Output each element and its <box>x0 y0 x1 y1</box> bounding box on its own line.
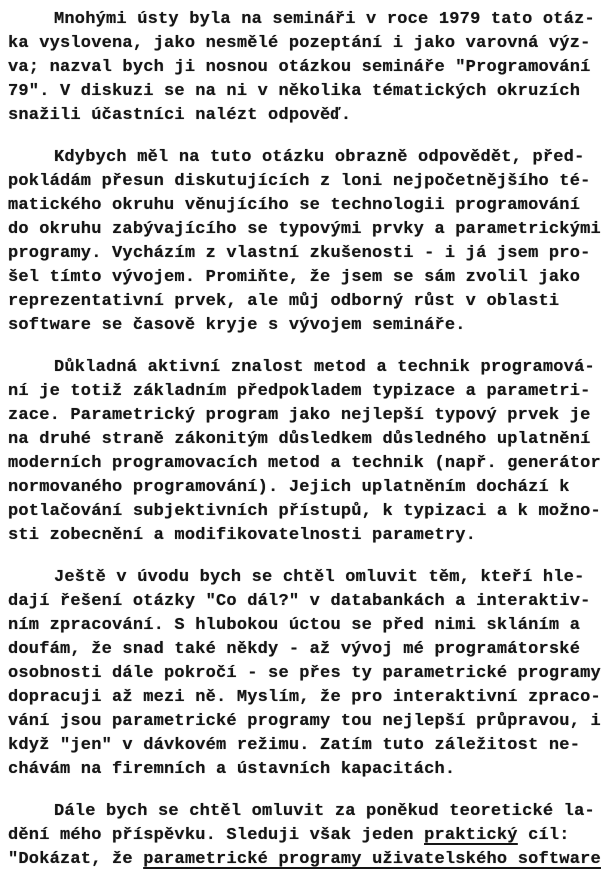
text-segment: snažili účastníci nalézt odpověď. <box>8 106 352 125</box>
text-line <box>8 614 605 638</box>
text-line <box>8 686 605 710</box>
text-line <box>8 80 605 104</box>
text-segment: sti zobecnění a modifikovatelnosti parametry. <box>8 526 477 545</box>
text-segment: když "jen" v dávkovém režimu. Zatím tuto záležitost ne- <box>8 736 581 755</box>
text-segment: osobnosti dále pokročí - se přes ty parametrické programy <box>8 664 601 683</box>
text-segment: Mnohými ústy byla na semináři v roce 1979 tato otáz- <box>54 10 595 29</box>
text-segment: dění mého příspěvku. Sleduji však jeden <box>8 826 425 845</box>
text-line <box>8 8 605 32</box>
text-segment: software se časově kryje s vývojem semináře. <box>8 316 466 335</box>
text-segment: Ještě v úvodu bych se chtěl omluvit těm, kteří hle- <box>54 568 585 587</box>
text-segment: do okruhu zabývajícího se typovými prvky a parametrickými <box>8 220 601 239</box>
paragraph <box>8 146 605 338</box>
text-segment: ní je totiž základním předpokladem typizace a parametri- <box>8 382 591 401</box>
text-line <box>8 314 605 338</box>
text-line <box>8 428 605 452</box>
text-line <box>8 524 605 548</box>
document-text <box>8 8 605 872</box>
text-line <box>8 170 605 194</box>
text-line <box>8 242 605 266</box>
text-segment: šel tímto vývojem. Promiňte, že jsem se sám zvolil jako <box>8 268 581 287</box>
text-segment: zace. Parametrický program jako nejlepší typový prvek je <box>8 406 591 425</box>
text-segment: dají řešení otázky "Co dál?" v databankách a interaktiv- <box>8 592 591 611</box>
text-segment: va; nazval bych ji nosnou otázkou semináře "Programování <box>8 58 591 77</box>
text-segment: Důkladná aktivní znalost metod a technik programová- <box>54 358 595 377</box>
text-line <box>8 356 605 380</box>
text-line <box>8 848 605 872</box>
text-segment: moderních programovacích metod a technik (např. generátor <box>8 454 601 473</box>
underlined-text-segment: praktický <box>424 826 518 845</box>
paragraph <box>8 566 605 782</box>
text-segment: na druhé straně zákonitým důsledkem důsledného uplatnění <box>8 430 591 449</box>
text-line <box>8 800 605 824</box>
text-line <box>8 476 605 500</box>
text-line <box>8 218 605 242</box>
text-segment: doufám, že snad také někdy - až vývoj mé programátorské <box>8 640 581 659</box>
text-segment: Dále bych se chtěl omluvit za poněkud teoretické la- <box>54 802 595 821</box>
text-line <box>8 500 605 524</box>
text-line <box>8 56 605 80</box>
text-line <box>8 590 605 614</box>
text-segment: vání jsou parametrické programy tou nejlepší průpravou, i <box>8 712 601 731</box>
text-line <box>8 404 605 428</box>
text-line <box>8 452 605 476</box>
text-line <box>8 824 605 848</box>
text-line <box>8 710 605 734</box>
underlined-text-segment: parametrické programy uživatelského software <box>143 850 601 869</box>
paragraph <box>8 8 605 128</box>
text-segment: ka vyslovena, jako nesmělé pozeptání i jako varovná výz- <box>8 34 591 53</box>
text-line <box>8 566 605 590</box>
text-line <box>8 146 605 170</box>
text-line <box>8 32 605 56</box>
text-segment: cíl: <box>517 826 570 845</box>
text-line <box>8 758 605 782</box>
text-segment: ním zpracování. S hlubokou úctou se před nimi skláním a <box>8 616 581 635</box>
text-segment: "Dokázat, že <box>8 850 144 869</box>
text-line <box>8 266 605 290</box>
text-line <box>8 290 605 314</box>
text-segment: 79". V diskuzi se na ni v několika tématických okruzích <box>8 82 581 101</box>
text-segment: pokládám přesun diskutujících z loni nejpočetnějšího té- <box>8 172 591 191</box>
paragraph <box>8 356 605 548</box>
text-segment: chávám na firemních a ústavních kapacitách. <box>8 760 456 779</box>
text-line <box>8 380 605 404</box>
text-segment: Kdybych měl na tuto otázku obrazně odpovědět, před- <box>54 148 585 167</box>
text-line <box>8 638 605 662</box>
text-line <box>8 662 605 686</box>
text-segment: matického okruhu věnujícího se technologii programování <box>8 196 581 215</box>
text-line <box>8 734 605 758</box>
text-line <box>8 104 605 128</box>
text-segment: dopracuji až mezi ně. Myslím, že pro interaktivní zpraco- <box>8 688 601 707</box>
text-segment: programy. Vycházím z vlastní zkušenosti - i já jsem pro- <box>8 244 591 263</box>
paragraph <box>8 800 605 872</box>
text-segment: potlačování subjektivních přístupů, k typizaci a k možno- <box>8 502 601 521</box>
text-segment: normovaného programování). Jejich uplatněním dochází k <box>8 478 570 497</box>
text-line <box>8 194 605 218</box>
text-segment: reprezentativní prvek, ale můj odborný růst v oblasti <box>8 292 560 311</box>
